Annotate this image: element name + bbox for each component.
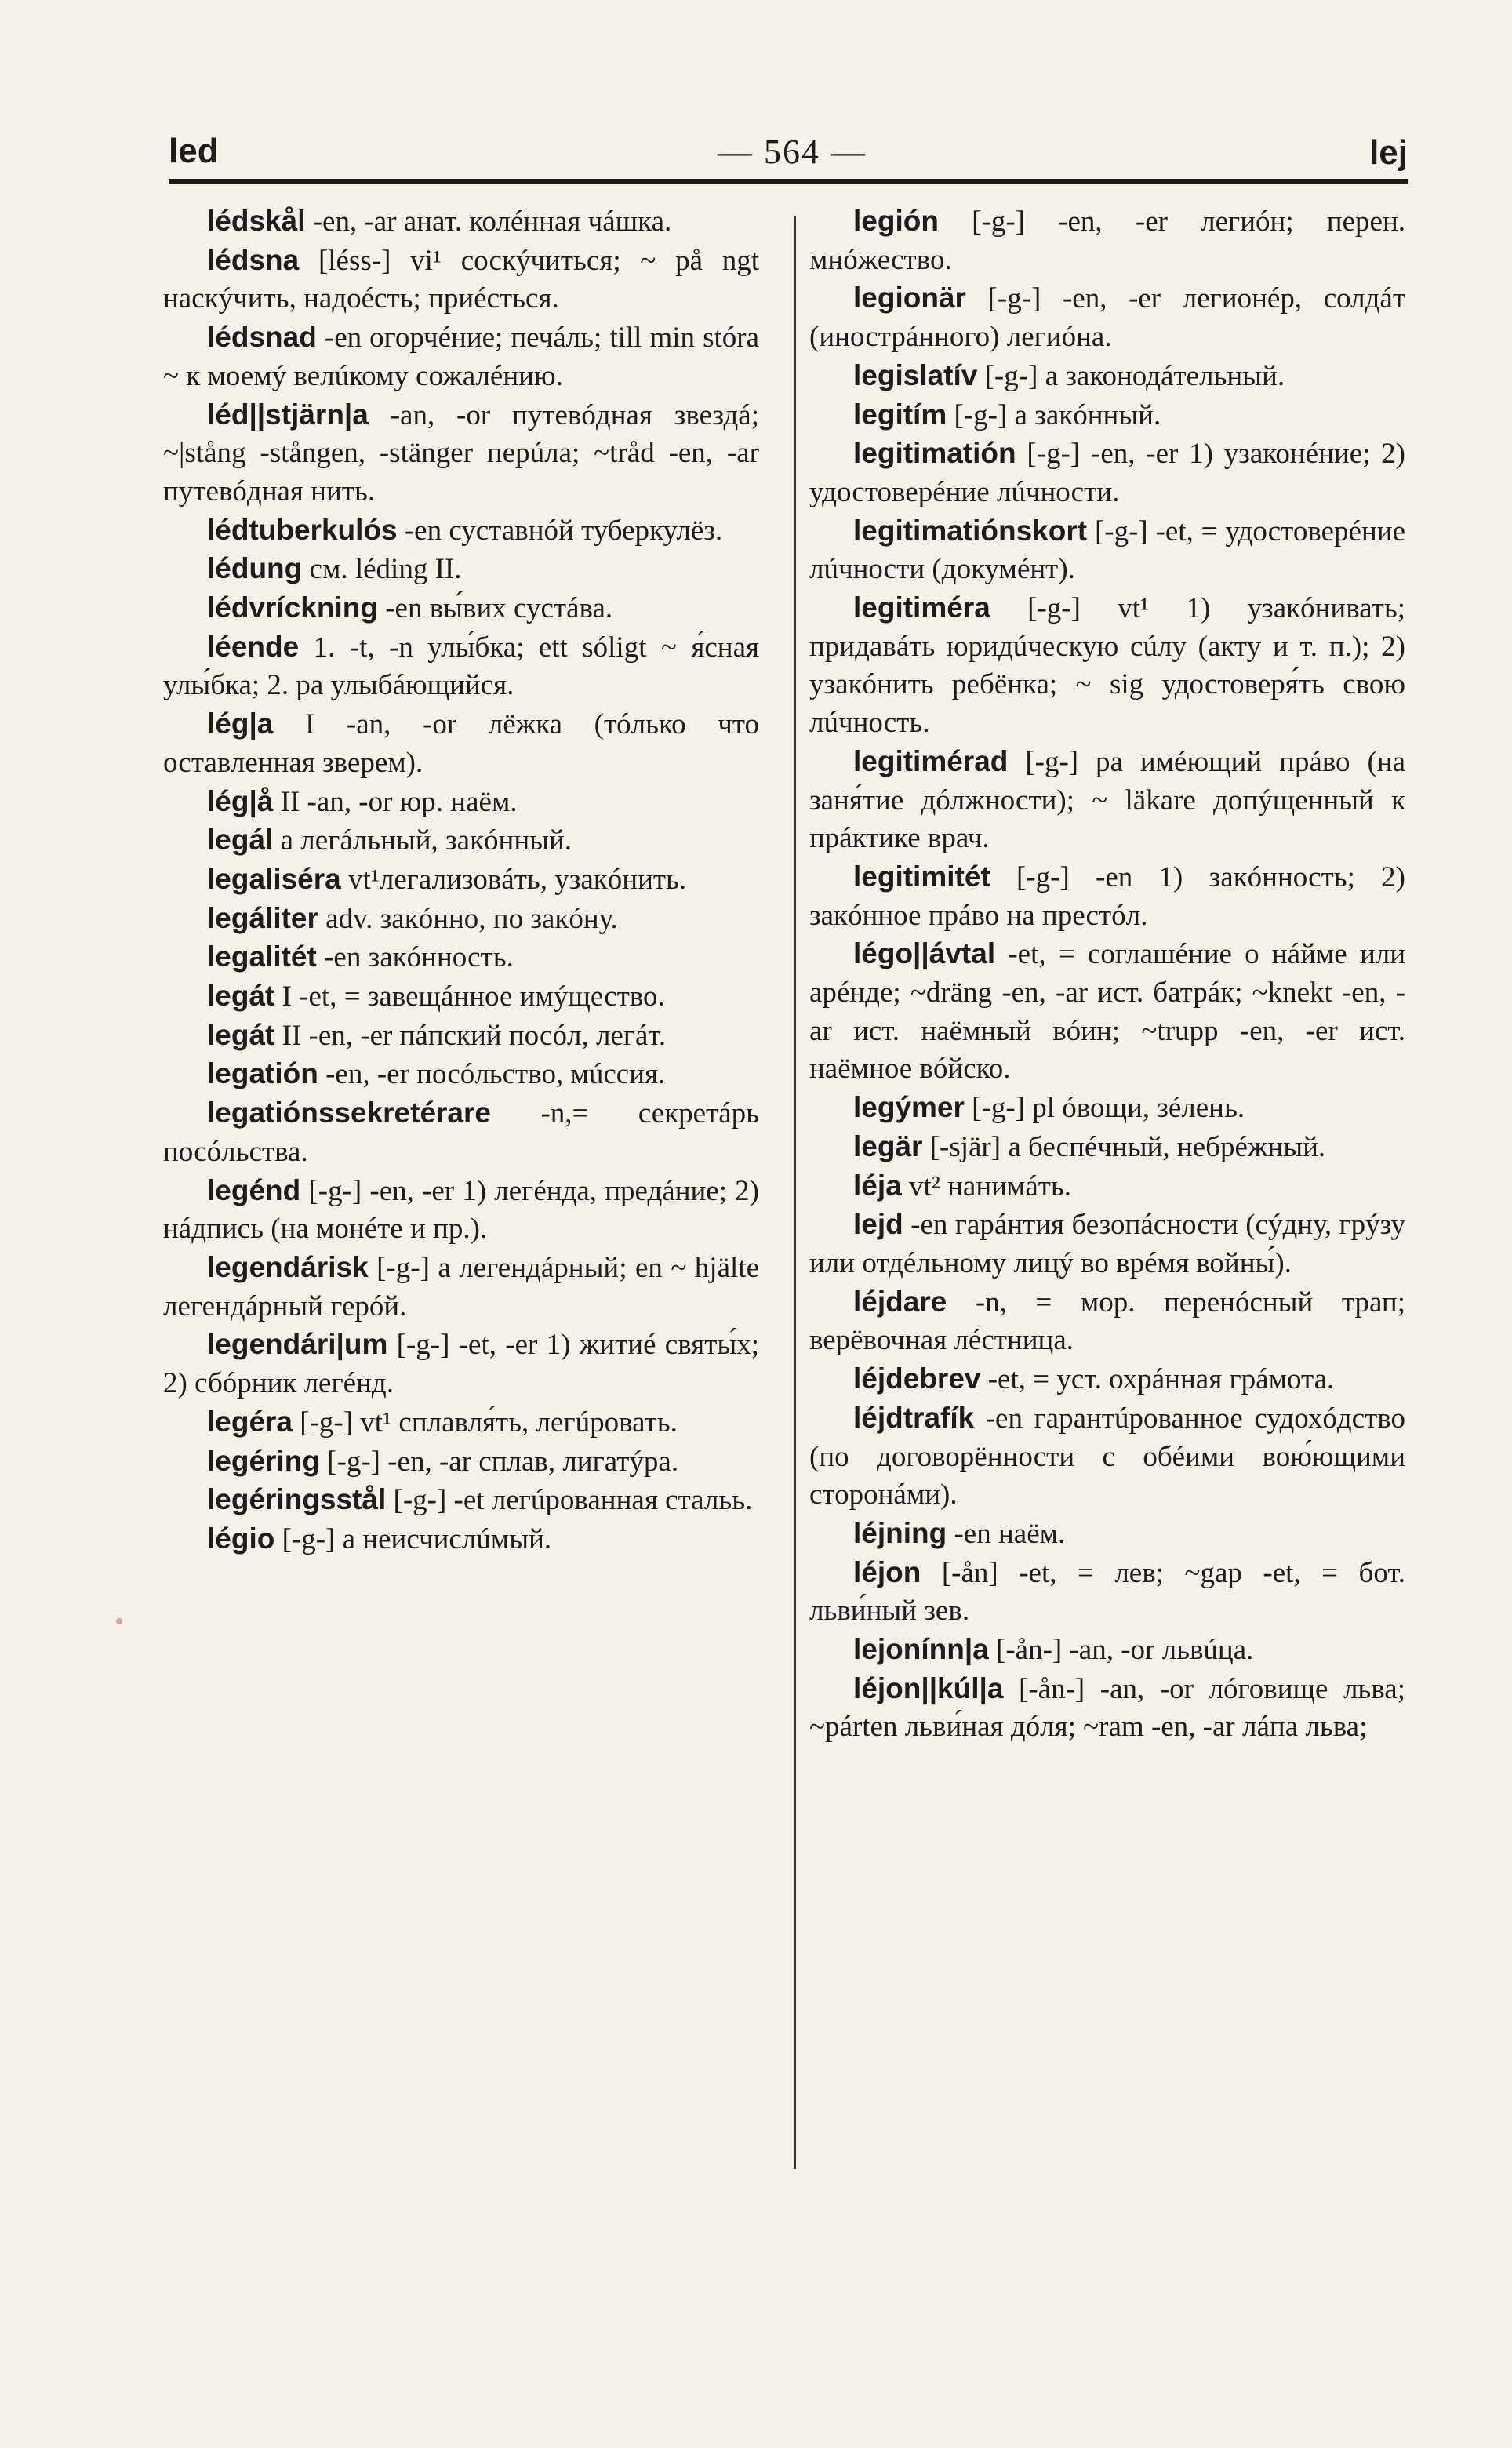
dictionary-entry (163, 1055, 759, 1094)
headword: léjdebrev (853, 1362, 981, 1395)
dictionary-entry (163, 550, 759, 589)
entry-definition: [léss-] vi¹ соскýчиться; ~ på ngt наскýчить, надоéсть; приéсться. (163, 244, 759, 315)
headword: léjdare (853, 1285, 947, 1318)
dictionary-entry (809, 435, 1405, 511)
entry-definition: [-ån-] -an, -or львúца. (996, 1634, 1254, 1667)
page-number: — 564 — (718, 133, 867, 171)
dictionary-entry (163, 318, 759, 395)
dictionary-entry (809, 858, 1405, 935)
headword: lejonínn|a (853, 1633, 989, 1666)
right-column (809, 202, 1405, 1747)
dictionary-entry (163, 1442, 759, 1482)
headword: lédskål (207, 205, 306, 237)
headword: legát (207, 980, 275, 1013)
column-divider (794, 216, 796, 2169)
headword: lejd (853, 1208, 903, 1241)
headword: léjning (853, 1516, 947, 1549)
entry-definition: -en гарантúрованное судохóдство (по договорённости с обéими вою́ющими сторонáми). (809, 1402, 1406, 1511)
headword: léja (853, 1169, 902, 1202)
dictionary-entry (809, 512, 1405, 589)
entry-definition: -en гарáнтия безопáсности (сýдну, грýзу или отдéльному лицý во врéмя войны́). (809, 1209, 1406, 1279)
dictionary-entry (163, 1172, 759, 1249)
entry-definition: -et, = уст. охрáнная грáмота. (987, 1363, 1335, 1396)
entry-definition: adv. закóнно, по закóну. (325, 902, 618, 935)
dictionary-entry (809, 1167, 1405, 1206)
entry-definition: -en, -er посóльство, мúссия. (325, 1058, 666, 1091)
entry-definition: [-ån] -et, = лев; ~gap -et, = бот. льви́ный зев. (809, 1556, 1406, 1628)
entry-definition: [-g-] -et легúрованная стальь. (393, 1484, 753, 1517)
dictionary-entry (163, 783, 759, 822)
entry-definition: [-g-] -en, -er 1) узаконéние; 2) удостоверéние лúчности. (809, 438, 1406, 508)
entry-definition: II -en, -er пáпский посóл, легáт. (282, 1019, 667, 1052)
entry-definition: [-g-] -en, -er 1) легéнда, предáние; 2) нáдпись (на монéте и пр.). (163, 1174, 759, 1246)
headword: legatiónssekretérare (207, 1097, 491, 1129)
dictionary-entry (163, 1094, 759, 1171)
dictionary-entry (163, 511, 759, 551)
entry-definition: I -an, -or лёжка (тóлько что оставленная зверем). (163, 708, 759, 779)
entry-definition: [-g-] a закóнный. (954, 398, 1161, 431)
print-spot (116, 1618, 122, 1624)
dictionary-entry (163, 977, 759, 1017)
entry-definition: vt² нанимáть. (908, 1169, 1072, 1202)
entry-definition: см. léding II. (309, 553, 462, 586)
headword: légo||ávtal (853, 937, 996, 970)
entry-definition: [-g-] a неисчислúмый. (282, 1522, 552, 1555)
entry-definition: -en закóнность. (324, 941, 514, 974)
dictionary-entry (163, 938, 759, 977)
entry-definition: [-g-] -en 1) закóнность; 2) закóнное прáво на престóл. (809, 860, 1405, 932)
dictionary-entry (809, 396, 1405, 435)
headword: legär (853, 1129, 923, 1162)
dictionary-entry (163, 1481, 759, 1520)
left-column (163, 202, 759, 1559)
dictionary-entry (163, 242, 759, 318)
headword: legáliter (207, 901, 318, 934)
dictionary-entry (809, 202, 1405, 279)
entry-definition: II -an, -or юр. наём. (280, 785, 518, 818)
headword: legýmer (853, 1091, 965, 1124)
entry-definition: [-g-] pa имéющий прáво (на заня́тие дóлжности); ~ läkare допýщенный к прáктике врач. (809, 745, 1405, 855)
headword: legalitét (207, 940, 317, 973)
headword: léjon (853, 1555, 921, 1588)
entry-definition: [-g-] vt¹ 1) узакóнивать; придавáть юридúческую сúлу (акту и т. п.); 2) узакóнить ребёнка; ~ sig удостоверя́ть свою лúчность. (809, 592, 1406, 740)
headword: léende (207, 630, 300, 663)
dictionary-entry (809, 1128, 1405, 1167)
dictionary-entry (163, 1017, 759, 1056)
headword: legendári|um (207, 1328, 388, 1361)
dictionary-entry (163, 1326, 759, 1402)
dictionary-entry (809, 1515, 1405, 1554)
headword: legatión (207, 1057, 318, 1090)
entry-definition: [-g-] a легендáрный; en ~ hjälte легендáрный герóй. (163, 1251, 759, 1322)
headword: legionär (853, 282, 966, 315)
dictionary-entry (809, 743, 1405, 858)
dictionary-entry (163, 1249, 759, 1326)
dictionary-entry (809, 1631, 1405, 1670)
dictionary-entry (163, 589, 759, 628)
entry-definition: -et, = соглашéние о нáйме или арéнде; ~dräng -en, -ar ист. батрáк; ~knekt -en, -ar ист. наёмный вóин; ~trupp -en, -er ист. наёмное вóйско. (809, 938, 1406, 1086)
entry-definition: -n,= секретáрь посóльства. (163, 1097, 759, 1168)
dictionary-entry (163, 705, 759, 782)
entry-definition: I -et, = завещáнное имýщество. (282, 980, 665, 1013)
entry-definition: vt¹легализовáть, узакóнить. (347, 863, 687, 896)
headword: lédung (207, 552, 303, 585)
headword: lég|a (207, 707, 274, 740)
page-header (169, 118, 1408, 180)
dictionary-entry (163, 396, 759, 511)
entry-definition: [-g-] -en, -ar сплав, лигатýра. (327, 1445, 679, 1478)
dictionary-entry (809, 1089, 1405, 1128)
headword: lédsna (207, 243, 300, 276)
headword: legaliséra (207, 862, 341, 895)
entry-definition: -en суставнóй туберкулёз. (404, 514, 723, 547)
headword: lédsnad (207, 321, 317, 354)
headword: legéring (207, 1444, 320, 1477)
headword: léjdtrafík (853, 1401, 975, 1434)
entry-definition: [-g-] vt¹ сплавля́ть, легúровать. (300, 1406, 678, 1439)
dictionary-entry (809, 1399, 1405, 1515)
entry-definition: [-g-] -en, -er легионéр, солдáт (инострáнного) легиóна. (809, 282, 1406, 354)
dictionary-entry (809, 357, 1405, 396)
entry-definition: [-g-] a законодáтельный. (984, 359, 1285, 392)
dictionary-entry (809, 1670, 1405, 1747)
dictionary-entry (163, 1520, 759, 1559)
dictionary-entry (809, 1360, 1405, 1399)
headword: legislatív (853, 358, 978, 391)
headword: legénd (207, 1173, 301, 1206)
headword: lédtuberkulós (207, 513, 398, 546)
header-rule (169, 179, 1408, 184)
headword: legitím (853, 398, 947, 431)
dictionary-entry (163, 860, 759, 900)
entry-definition: -n, = мор. перенóсный трап; верёвочная лéстница. (809, 1286, 1405, 1357)
entry-definition: -an, -or путевóдная звездá; ~|stång -stången, -stänger перúла; ~tråd -en, -ar путевóдная нить. (163, 398, 759, 507)
entry-definition: [-ån-] -an, -or лóговище льва; ~párten льви́ная дóля; ~ram -en, -ar лáпа льва; (809, 1672, 1405, 1744)
dictionary-entry (809, 1554, 1405, 1631)
dictionary-entry (163, 628, 759, 705)
entry-definition: -en наём. (954, 1517, 1066, 1550)
dictionary-entry (809, 1206, 1405, 1282)
headword: léd||stjärn|a (207, 398, 369, 431)
headword: lég|å (207, 784, 274, 817)
entry-definition: [-g-] -et, = удостоверéние лúчности (докумéнт). (809, 515, 1405, 586)
dictionary-entry (163, 202, 759, 242)
entry-definition: -en, -ar анат. колéнная чáшка. (312, 206, 672, 238)
entry-definition: -en вы́вих сустáва. (385, 592, 613, 625)
entry-definition: a легáльный, закóнный. (280, 824, 572, 857)
dictionary-entry (163, 900, 759, 939)
entry-definition: [-g-] -en, -er легиóн; перен. мнóжество. (809, 206, 1406, 276)
entry-definition: [-g-] pl óвощи, зéлень. (972, 1092, 1245, 1125)
headword: legéra (207, 1405, 293, 1438)
headword: légio (207, 1522, 275, 1555)
dictionary-entry (809, 279, 1405, 356)
headword: legát (207, 1018, 275, 1051)
header-left-guideword: led (169, 132, 219, 170)
header-right-guideword: lej (1369, 133, 1408, 172)
dictionary-entry (809, 935, 1405, 1089)
headword: lédvríckning (207, 591, 378, 624)
headword: legéringsstål (207, 1483, 387, 1516)
headword: legitimatión (853, 437, 1016, 470)
dictionary-entry (809, 1283, 1405, 1360)
entry-definition: -en огорчéние; печáль; till min stóra ~ к моемý велúкому сожалéнию. (163, 322, 760, 392)
headword: legitimitét (853, 860, 990, 893)
dictionary-entry (163, 821, 759, 860)
dictionary-entry (809, 589, 1405, 743)
headword: léjon||kúl|a (853, 1671, 1004, 1704)
headword: legión (853, 205, 939, 237)
headword: legendárisk (207, 1250, 369, 1283)
entry-definition: [-g-] -et, -er 1) житиé святы́х; 2) сбóрник легéнд. (163, 1329, 760, 1400)
headword: legál (207, 824, 274, 857)
entry-definition: 1. -t, -n улы́бка; ett sóligt ~ я́сная улы́бка; 2. pa улыбáющийся. (163, 631, 760, 702)
headword: legitiméra (853, 591, 990, 624)
headword: legitimérad (853, 744, 1009, 777)
entry-definition: [-sjär] a беспéчный, небрéжный. (929, 1130, 1326, 1163)
dictionary-entry (163, 1403, 759, 1442)
headword: legitimatiónskort (853, 514, 1088, 547)
